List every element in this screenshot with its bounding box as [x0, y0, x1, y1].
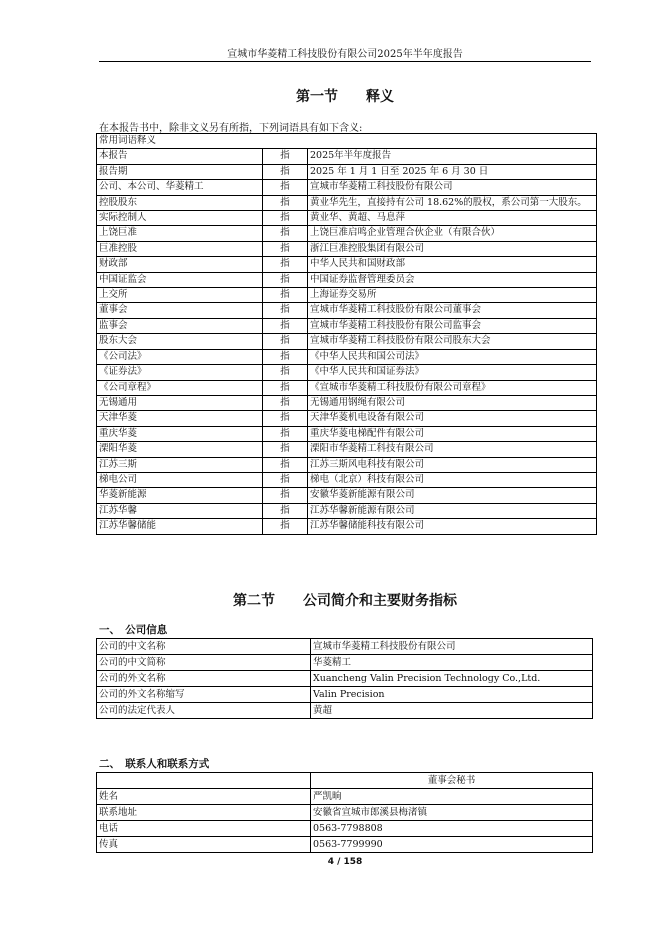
- company-info-value: Valin Precision: [311, 687, 593, 703]
- definition-term: 《公司法》: [97, 349, 263, 364]
- definition-term: 梯电公司: [97, 472, 263, 487]
- definition-marker: 指: [263, 349, 308, 364]
- definition-row: [97, 164, 597, 179]
- definition-text: 上海证券交易所: [308, 288, 597, 303]
- definition-text: 江苏三斯风电科技有限公司: [308, 457, 597, 472]
- contact-header-secretary: 董事会秘书: [311, 773, 593, 789]
- definition-row: [97, 226, 597, 241]
- definition-row: [97, 457, 597, 472]
- company-info-value: 黄超: [311, 703, 593, 719]
- definition-marker: 指: [263, 257, 308, 272]
- definition-marker: 指: [263, 411, 308, 426]
- definition-term: 实际控制人: [97, 211, 263, 226]
- contact-label: 姓名: [97, 789, 311, 805]
- definition-marker: 指: [263, 488, 308, 503]
- definition-row: [97, 149, 597, 164]
- definitions-caption: 常用词语释义: [97, 134, 597, 149]
- contact-heading: 二、 联系人和联系方式: [99, 758, 210, 770]
- definition-term: 江苏华馨: [97, 503, 263, 518]
- definition-term: 监事会: [97, 318, 263, 333]
- definition-marker: 指: [263, 334, 308, 349]
- definition-row: [97, 488, 597, 503]
- definition-marker: 指: [263, 472, 308, 487]
- company-info-value: 宣城市华菱精工科技股份有限公司: [311, 639, 593, 655]
- definition-row: [97, 349, 597, 364]
- contact-header-blank: [97, 773, 311, 789]
- definition-marker: 指: [263, 164, 308, 179]
- definition-term: 重庆华菱: [97, 426, 263, 441]
- definition-term: 股东大会: [97, 334, 263, 349]
- definition-text: 安徽华菱新能源有限公司: [308, 488, 597, 503]
- definition-term: 公司、本公司、华菱精工: [97, 180, 263, 195]
- contact-table: [96, 772, 593, 853]
- section1-title: 第一节 释义: [296, 89, 394, 105]
- definition-text: 宣城市华菱精工科技股份有限公司董事会: [308, 303, 597, 318]
- definition-row: [97, 411, 597, 426]
- definition-term: 江苏三斯: [97, 457, 263, 472]
- definition-row: [97, 257, 597, 272]
- section1-intro: 在本报告书中，除非文义另有所指，下列词语具有如下含义:: [99, 123, 363, 134]
- definition-marker: 指: [263, 442, 308, 457]
- definition-text: 黄业华、黄超、马息萍: [308, 211, 597, 226]
- definition-text: 黄业华先生，直接持有公司 18.62%的股权，系公司第一大股东。: [308, 195, 597, 210]
- company-info-label: 公司的中文名称: [97, 639, 311, 655]
- definition-text: 江苏华馨新能源有限公司: [308, 503, 597, 518]
- contact-row: [97, 837, 593, 853]
- definition-term: 中国证监会: [97, 272, 263, 287]
- definition-text: 中华人民共和国财政部: [308, 257, 597, 272]
- contact-header-row: [97, 773, 593, 789]
- company-info-row: [97, 639, 593, 655]
- definition-term: 上饶巨准: [97, 226, 263, 241]
- section2-title: 第二节 公司简介和主要财务指标: [233, 593, 457, 609]
- definition-marker: 指: [263, 426, 308, 441]
- definition-text: 天津华菱机电设备有限公司: [308, 411, 597, 426]
- company-info-label: 公司的中文简称: [97, 655, 311, 671]
- definition-text: 浙江巨准控股集团有限公司: [308, 241, 597, 256]
- definition-marker: 指: [263, 288, 308, 303]
- definition-text: 宣城市华菱精工科技股份有限公司监事会: [308, 318, 597, 333]
- definition-marker: 指: [263, 365, 308, 380]
- definition-text: 无锡通用钢绳有限公司: [308, 395, 597, 410]
- company-info-row: [97, 703, 593, 719]
- definitions-caption-row: [97, 134, 597, 149]
- definition-term: 财政部: [97, 257, 263, 272]
- definition-term: 溧阳华菱: [97, 442, 263, 457]
- definition-text: 2025年半年度报告: [308, 149, 597, 164]
- contact-row: [97, 821, 593, 837]
- contact-value: 严凯晌: [311, 789, 593, 805]
- definition-marker: 指: [263, 241, 308, 256]
- definition-row: [97, 426, 597, 441]
- company-info-label: 公司的法定代表人: [97, 703, 311, 719]
- definition-marker: 指: [263, 211, 308, 226]
- definition-term: 无锡通用: [97, 395, 263, 410]
- definition-row: [97, 365, 597, 380]
- definition-row: [97, 303, 597, 318]
- definition-text: 梯电（北京）科技有限公司: [308, 472, 597, 487]
- definition-row: [97, 334, 597, 349]
- definition-text: 重庆华菱电梯配件有限公司: [308, 426, 597, 441]
- definition-term: 巨准控股: [97, 241, 263, 256]
- definition-row: [97, 503, 597, 518]
- definition-term: 《公司章程》: [97, 380, 263, 395]
- contact-label: 联系地址: [97, 805, 311, 821]
- contact-row: [97, 805, 593, 821]
- definition-marker: 指: [263, 272, 308, 287]
- definition-row: [97, 472, 597, 487]
- definition-marker: 指: [263, 149, 308, 164]
- definition-marker: 指: [263, 180, 308, 195]
- definition-row: [97, 288, 597, 303]
- page-header: 宣城市华菱精工科技股份有限公司2025年半年度报告: [227, 49, 463, 60]
- company-info-row: [97, 671, 593, 687]
- company-info-label: 公司的外文名称: [97, 671, 311, 687]
- contact-value: 0563-7798808: [311, 821, 593, 837]
- definition-text: 2025 年 1 月 1 日至 2025 年 6 月 30 日: [308, 164, 597, 179]
- company-info-heading: 一、 公司信息: [99, 624, 168, 636]
- contact-value: 0563-7799990: [311, 837, 593, 853]
- company-info-table: [96, 638, 593, 719]
- definition-row: [97, 211, 597, 226]
- definition-row: [97, 442, 597, 457]
- definition-term: 上交所: [97, 288, 263, 303]
- definition-marker: 指: [263, 380, 308, 395]
- definition-text: 《中华人民共和国公司法》: [308, 349, 597, 364]
- contact-row: [97, 789, 593, 805]
- definition-marker: 指: [263, 457, 308, 472]
- definition-term: 天津华菱: [97, 411, 263, 426]
- definition-term: 江苏华馨储能: [97, 519, 263, 534]
- definitions-table: [96, 133, 597, 535]
- definition-text: 《宣城市华菱精工科技股份有限公司章程》: [308, 380, 597, 395]
- definition-marker: 指: [263, 519, 308, 534]
- definition-marker: 指: [263, 318, 308, 333]
- definition-text: 《中华人民共和国证券法》: [308, 365, 597, 380]
- definition-text: 上饶巨准启鸣企业管理合伙企业（有限合伙）: [308, 226, 597, 241]
- header-rule: [99, 61, 591, 62]
- definition-row: [97, 195, 597, 210]
- definition-row: [97, 272, 597, 287]
- definition-row: [97, 180, 597, 195]
- definition-row: [97, 395, 597, 410]
- company-info-row: [97, 687, 593, 703]
- definition-marker: 指: [263, 226, 308, 241]
- definition-marker: 指: [263, 395, 308, 410]
- definition-term: 控股股东: [97, 195, 263, 210]
- definition-row: [97, 318, 597, 333]
- company-info-label: 公司的外文名称缩写: [97, 687, 311, 703]
- definition-marker: 指: [263, 195, 308, 210]
- definition-term: 《证券法》: [97, 365, 263, 380]
- definition-marker: 指: [263, 303, 308, 318]
- contact-label: 电话: [97, 821, 311, 837]
- definition-text: 溧阳市华菱精工科技有限公司: [308, 442, 597, 457]
- definition-marker: 指: [263, 503, 308, 518]
- page-number: 4 / 158: [327, 857, 363, 867]
- definition-term: 华菱新能源: [97, 488, 263, 503]
- definition-text: 江苏华馨储能科技有限公司: [308, 519, 597, 534]
- definition-text: 宣城市华菱精工科技股份有限公司: [308, 180, 597, 195]
- definition-term: 报告期: [97, 164, 263, 179]
- contact-label: 传真: [97, 837, 311, 853]
- company-info-value: 华菱精工: [311, 655, 593, 671]
- definition-term: 董事会: [97, 303, 263, 318]
- definition-text: 宣城市华菱精工科技股份有限公司股东大会: [308, 334, 597, 349]
- company-info-row: [97, 655, 593, 671]
- definition-row: [97, 241, 597, 256]
- company-info-value: Xuancheng Valin Precision Technology Co.,Ltd.: [311, 671, 593, 687]
- definition-text: 中国证券监督管理委员会: [308, 272, 597, 287]
- definition-row: [97, 380, 597, 395]
- definition-row: [97, 519, 597, 534]
- definition-term: 本报告: [97, 149, 263, 164]
- contact-value: 安徽省宣城市郎溪县梅渚镇: [311, 805, 593, 821]
